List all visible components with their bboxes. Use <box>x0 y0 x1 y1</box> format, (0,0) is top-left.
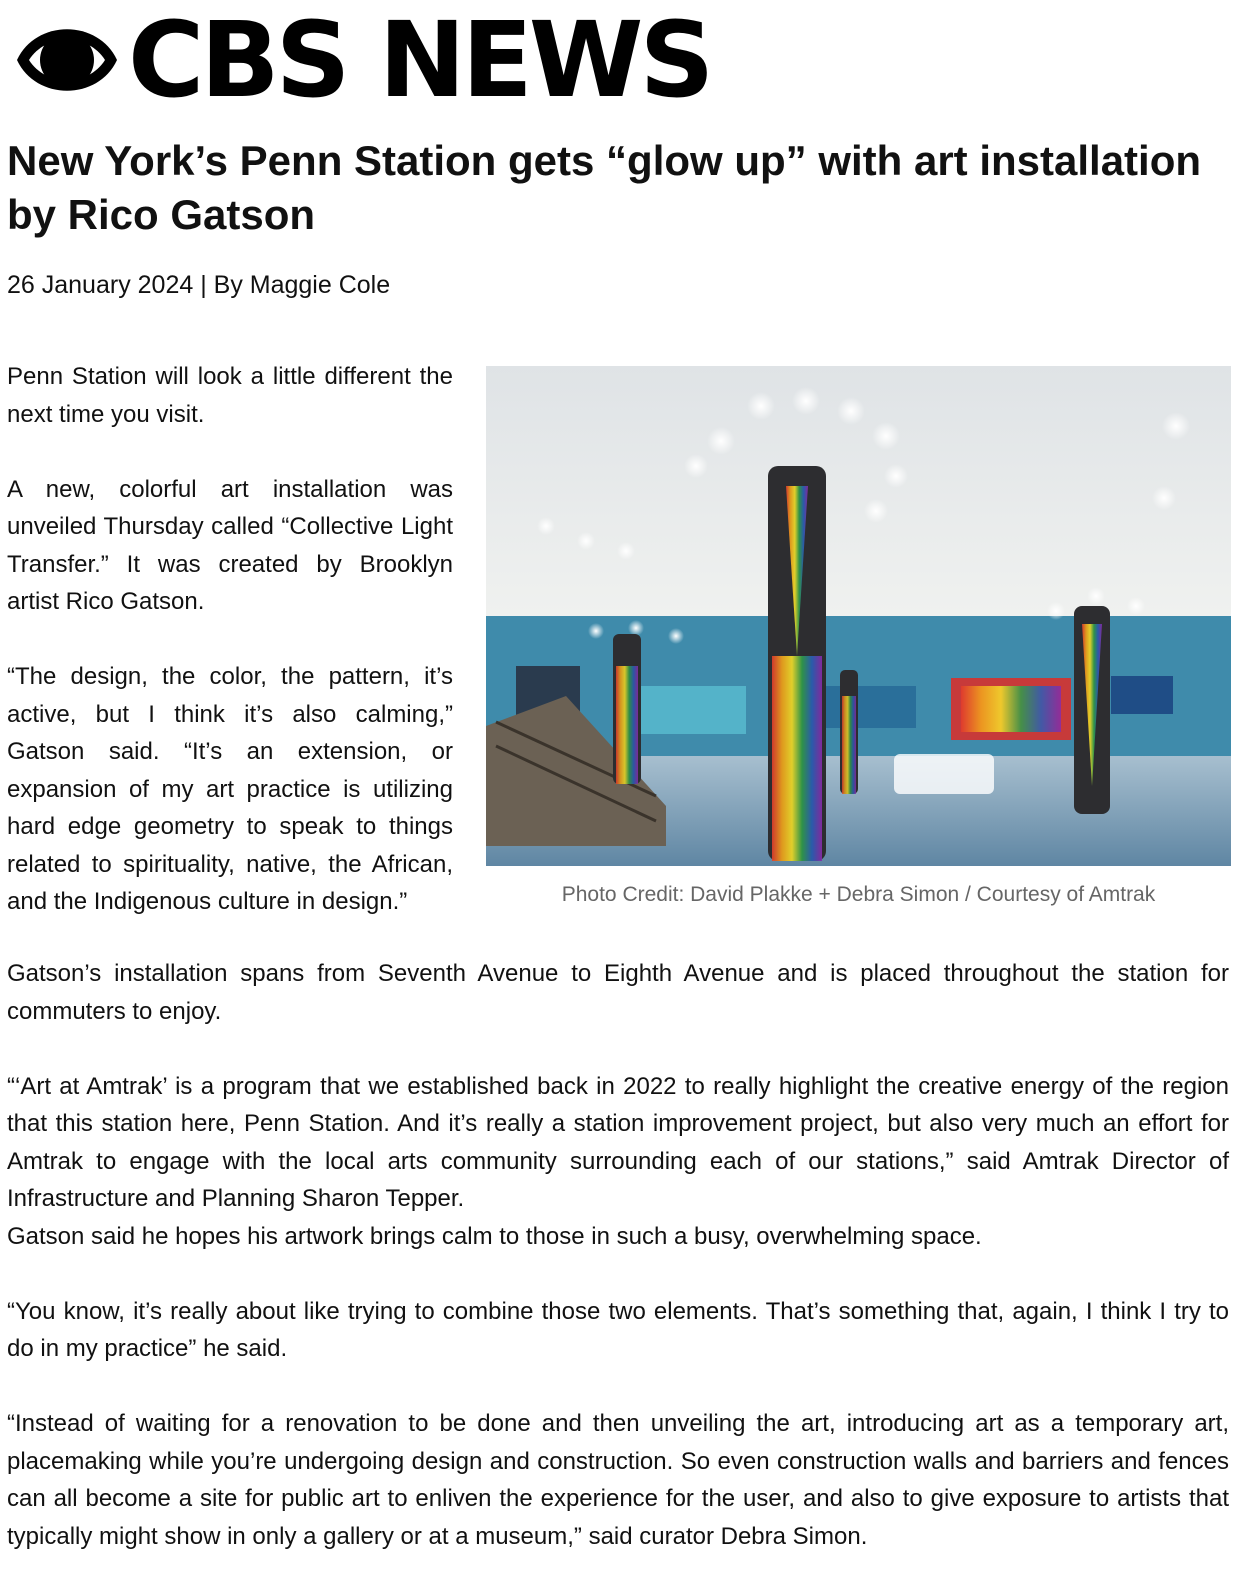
article-byline: 26 January 2024 | By Maggie Cole <box>7 271 391 299</box>
body-paragraph: “‘Art at Amtrak’ is a program that we established back in 2022 to really highlight the creative energy of the region that this station here, Penn Station. And it’s really a station improvement project, but also very much an effort for Amtrak to engage with the local arts community surrounding each of our stations,” said Amtrak Director of Infrastructure and Planning Sharon Tepper. <box>7 1072 1229 1212</box>
cbs-eye-icon <box>14 13 120 107</box>
body-paragraph: “Instead of waiting for a renovation to be done and then unveiling the art, introducing art as a temporary art, placemaking while you’re undergoing design and construction. So even construction walls and barriers and fences can all become a site for public art to enliven the experience for the user, and also to give exposure to artists that typically might show in only a gallery or at a museum,” said curator Debra Simon. <box>7 1410 1229 1550</box>
body-paragraph: Gatson said he hopes his artwork brings calm to those in such a busy, overwhelming space. <box>7 1222 982 1250</box>
article-headline: New York’s Penn Station gets “glow up” with art installation by Rico Gatson <box>7 137 1202 238</box>
article-photo[interactable] <box>486 366 1231 866</box>
body-paragraph: Gatson’s installation spans from Seventh Avenue to Eighth Avenue and is placed throughout the station for commuters to enjoy. <box>7 960 1229 1025</box>
masthead <box>14 0 711 121</box>
photo-caption: Photo Credit: David Plakke + Debra Simon / Courtesy of Amtrak <box>561 883 1156 906</box>
intro-column <box>7 358 453 921</box>
intro-paragraph: “The design, the color, the pattern, it’s active, but I think it’s also calming,” Gatson said. “It’s an extension, or expansion of my art practice is utilizing hard edge geometry to speak to things related to spirituality, native, the African, and the Indigenous culture in design.” <box>7 663 453 915</box>
body-paragraph: “You know, it’s really about like trying to combine those two elements. That’s something that, again, I think I try to do in my practice” he said. <box>7 1297 1229 1362</box>
site-wordmark[interactable]: CBS NEWS <box>128 0 711 121</box>
article-body <box>7 955 1229 1555</box>
intro-paragraph: A new, colorful art installation was unveiled Thursday called “Collective Light Transfer.” It was created by Brooklyn artist Rico Gatson. <box>7 475 453 615</box>
intro-paragraph: Penn Station will look a little different the next time you visit. <box>7 363 453 428</box>
penn-station-photo-illustration <box>486 366 1231 866</box>
